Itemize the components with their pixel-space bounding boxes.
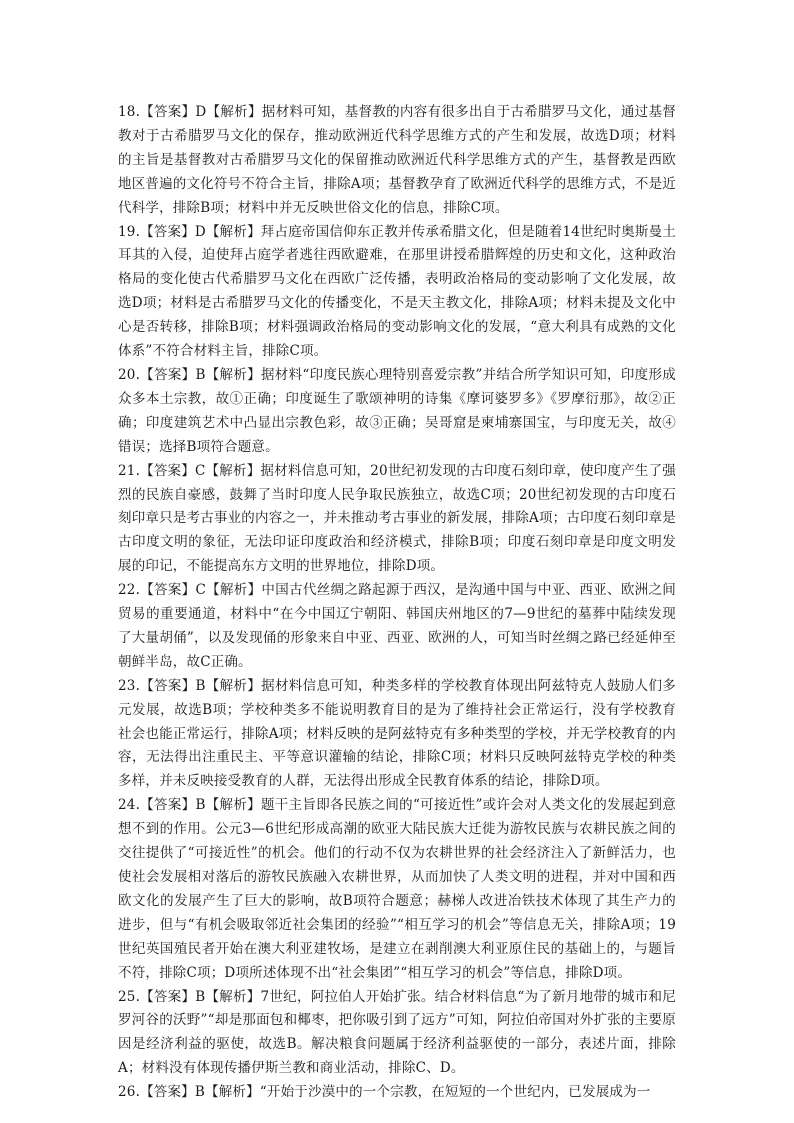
answer-item-21: 21.【答案】C【解析】据材料信息可知，20世纪初发现的古印度石刻印章，使印度产生了强烈的民族自豪感，鼓舞了当时印度人民争取民族独立，故选C项；20世纪初发现的古印度石刻印章只是考古事业的内容之一，并未推动考古事业的新发展，排除A项；古印度石刻印章是古印度文明的象征，无法印证印度政治和经济模式，排除B项；印度石刻印章是印度文明发展的印记，不能提高东方文明的世界地位，排除D项。 (118, 462, 676, 575)
answer-item-22: 22.【答案】C【解析】中国古代丝绸之路起源于西汉，是沟通中国与中亚、西亚、欧洲之间贸易的重要通道，材料中“在今中国辽宁朝阳、韩国庆州地区的7—9世纪的墓葬中陆续发现了大量胡俑”，以及发现俑的形象来自中亚、西亚、欧洲的人，可知当时丝绸之路已经延伸至朝鲜半岛，故C正确。 (118, 582, 676, 670)
answer-item-24: 24.【答案】B【解析】题干主旨即各民族之间的“可接近性”或许会对人类文化的发展起到意想不到的作用。公元3—6世纪形成高潮的欧亚大陆民族大迁徙为游牧民族与农耕民族之间的交往提供了“可接近性”的机会。他们的行动不仅为农耕世界的社会经济注入了新鲜活力，也使社会发展相对落后的游牧民族融入农耕世界，从而加快了人类文明的进程，并对中国和西欧文化的发展产生了巨大的影响，故B项符合题意；赫梯人改进冶铁技术体现了其生产力的进步，但与“有机会吸取邻近社会集团的经验”“相互学习的机会”等信息无关，排除A项；19世纪英国殖民者开始在澳大利亚建牧场，是建立在剥削澳大利亚原住民的基础上的，与题旨不符，排除C项；D项所述体现不出“社会集团”“相互学习的机会”等信息，排除D项。 (118, 797, 676, 981)
answer-item-26: 26.【答案】B【解析】“开始于沙漠中的一个宗教，在短短的一个世纪内，已发展成为一 (118, 1084, 651, 1101)
answer-explanations (118, 101, 676, 1105)
answer-item-20: 20.【答案】B【解析】据材料“印度民族心理特别喜爱宗教”并结合所学知识可知，印度形成众多本土宗教，故①正确；印度诞生了歌颂神明的诗集《摩诃婆罗多》《罗摩衍那》，故②正确；印度建筑艺术中凸显出宗教色彩，故③正确；吴哥窟是柬埔寨国宝，与印度无关，故④错误；选择B项符合题意。 (118, 366, 676, 455)
answer-item-25: 25.【答案】B【解析】7世纪，阿拉伯人开始扩张。结合材料信息“为了新月地带的城市和尼罗河谷的沃野”“却是那面包和椰枣，把你吸引到了远方”可知，阿拉伯帝国对外扩张的主要原因是经济利益的驱使，故选B。解决粮食问题属于经济利益驱使的一部分，表述片面，排除A；材料没有体现传播伊斯兰教和商业活动，排除C、D。 (118, 988, 676, 1077)
answer-item-18: 18.【答案】D【解析】据材料可知，基督教的内容有很多出自于古希腊罗马文化，通过基督教对于古希腊罗马文化的保存，推动欧洲近代科学思维方式的产生和发展，故选D项；材料的主旨是基督教对古希腊罗马文化的保留推动欧洲近代科学思维方式的产生，基督教是西欧地区普遍的文化符号不符合主旨，排除A项；基督教孕育了欧洲近代科学的思维方式，不是近代科学，排除B项；材料中并无反映世俗文化的信息，排除C项。 (118, 104, 676, 216)
answer-item-23: 23.【答案】B【解析】据材料信息可知，种类多样的学校教育体现出阿兹特克人鼓励人们多元发展，故选B项；学校种类多不能说明教育目的是为了维持社会正常运行，没有学校教育社会也能正常运行，排除A项；材料反映的是阿兹特克有多种类型的学校，并无学校教育的内容，无法得出注重民主、平等意识灌输的结论，排除C项；材料只反映阿兹特克学校的种类多样，并未反映接受教育的人群，无法得出形成全民教育体系的结论，排除D项。 (118, 677, 676, 790)
answer-item-19: 19.【答案】D【解析】拜占庭帝国信仰东正教并传承希腊文化，但是随着14世纪时奥斯曼土耳其的入侵，迫使拜占庭学者逃往西欧避难，在那里讲授希腊辉煌的历史和文化，这种政治格局的变化使古代希腊罗马文化在西欧广泛传播，表明政治格局的变动影响了文化发展，故选D项；材料是古希腊罗马文化的传播变化，不是天主教文化，排除A项；材料未提及文化中心是否转移，排除B项；材料强调政治格局的变动影响文化的发展，“意大利具有成熟的文化体系”不符合材料主旨，排除C项。 (118, 223, 676, 360)
